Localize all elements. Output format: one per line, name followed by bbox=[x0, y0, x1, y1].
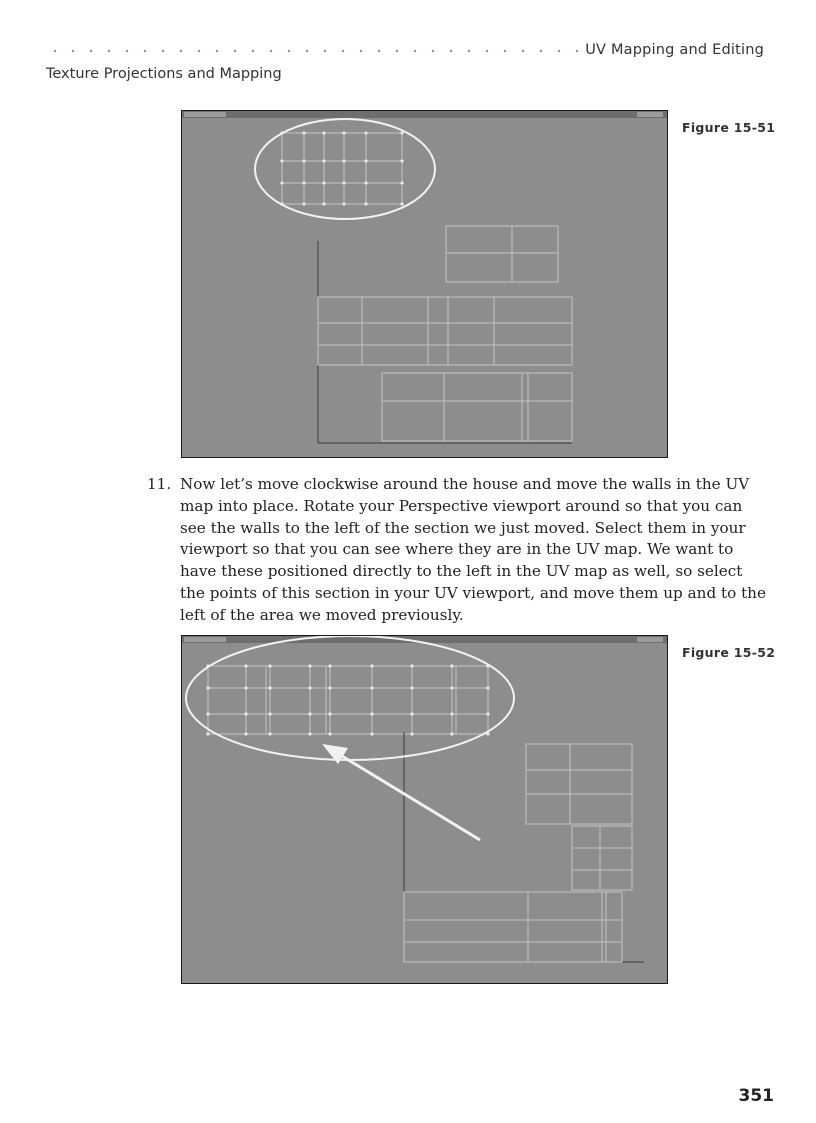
uv-map-mesh bbox=[282, 133, 572, 443]
arrow-icon bbox=[322, 744, 480, 840]
uv-map-mesh bbox=[208, 666, 644, 962]
viewport-titlebar bbox=[182, 111, 667, 118]
viewport-controls bbox=[637, 112, 663, 117]
viewport-dropdown bbox=[184, 112, 226, 117]
chapter-title: UV Mapping and Editing bbox=[585, 42, 764, 58]
figure-caption: Figure 15-51 bbox=[682, 120, 776, 135]
section-title: Texture Projections and Mapping bbox=[46, 66, 282, 82]
page-number: 351 bbox=[738, 1086, 774, 1106]
step-number: 11. bbox=[147, 475, 172, 493]
figure-caption: Figure 15-52 bbox=[682, 645, 776, 660]
selected-points bbox=[280, 131, 403, 205]
selected-points bbox=[206, 664, 489, 735]
step-text: Now let’s move clockwise around the house and move the walls in the UV map into place. Rotate your Perspective viewport around so that you can see the walls to the left of the section we just moved. Select them in your viewport so that you can see where they are in the UV map. We want to have these positioned directly to the left in the UV map as well, so select the points of this section in your UV viewport, and move them up and to the left of the area we moved previously. bbox=[180, 475, 766, 624]
figure-15-52-screenshot bbox=[181, 635, 668, 984]
step-paragraph bbox=[147, 474, 767, 627]
header-dot-leader bbox=[46, 44, 584, 58]
selection-ellipse bbox=[186, 636, 514, 760]
uv-viewport-wireframe bbox=[182, 636, 667, 983]
uv-viewport-wireframe bbox=[182, 111, 667, 457]
figure-15-51-screenshot bbox=[181, 110, 668, 458]
viewport-controls bbox=[637, 637, 663, 642]
viewport-dropdown bbox=[184, 637, 226, 642]
